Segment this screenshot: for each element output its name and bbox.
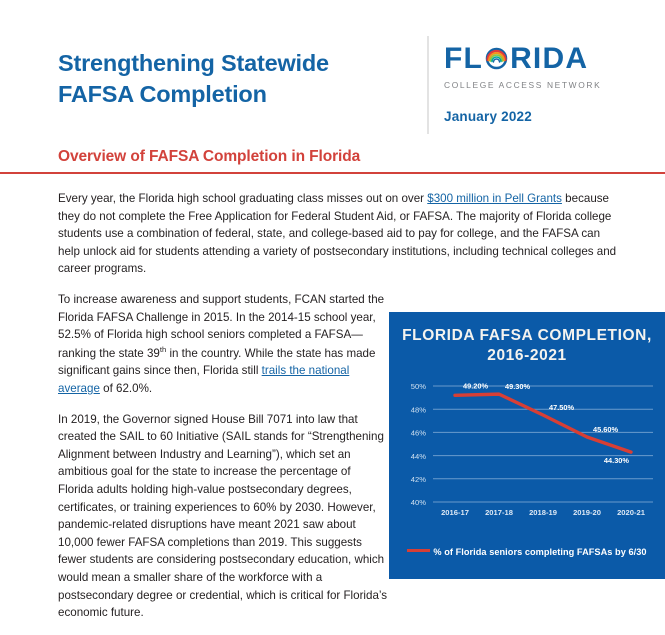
- paragraph-1-text-a: Every year, the Florida high school graduating class misses out on over: [58, 192, 428, 205]
- paragraph-1-text-b: because they do not complete the Free Application for Federal Student Aid, or FAFSA. The majority of Florida college students use a combination of federal, state, and college-based aid to pay for college, and the FAFSA can help unlock aid for students attending a variety of postsecondary institutions, including technical colleges and career programs.: [58, 192, 617, 276]
- paragraph-2-text-b: in the country. While the state has made significant gains since then, Florida still: [58, 346, 376, 378]
- svg-text:45.60%: 45.60%: [593, 424, 619, 434]
- national-average-link[interactable]: trails the national average: [58, 364, 350, 395]
- document-header: [0, 0, 665, 128]
- rainbow-swoosh-icon: [483, 45, 510, 72]
- paragraph-1: [58, 190, 621, 278]
- svg-text:46%: 46%: [410, 428, 426, 438]
- pell-grants-link[interactable]: $300 million in Pell Grants: [427, 192, 562, 205]
- page-title-line-2: FAFSA Completion: [58, 81, 267, 108]
- legend-label: % of Florida seniors completing FAFSAs by 6/30: [433, 547, 647, 557]
- chart-title-line-1: FLORIDA FAFSA COMPLETION,: [402, 327, 652, 344]
- svg-text:49.30%: 49.30%: [505, 381, 531, 391]
- svg-text:48%: 48%: [410, 405, 426, 415]
- logo-wordmark: [444, 44, 644, 76]
- svg-text:50%: 50%: [410, 381, 426, 391]
- svg-text:44%: 44%: [410, 451, 426, 461]
- logo-wordmark-suffix: RIDA: [510, 42, 589, 75]
- chart-plot-area: [389, 378, 665, 528]
- publication-date: January 2022: [444, 109, 532, 124]
- svg-text:44.30%: 44.30%: [603, 455, 629, 465]
- page-title: [58, 48, 398, 111]
- section-heading: Overview of FAFSA Completion in Florida: [58, 148, 361, 165]
- logo-tagline: COLLEGE ACCESS NETWORK: [444, 80, 602, 90]
- paragraph-3: In 2019, the Governor signed House Bill 7071 into law that created the SAIL to 60 Initiative (SAIL stands for “Strengthening Alignment between Industry and Learning”), which set an ambitious goal for the state to increase the percentage of Florida adults holding high-value postsecondary degrees, certificates, or training experiences to 60% by 2030. However, pandemic-related disruptions have meant 2021 saw about 10,000 fewer FAFSA completions than 2019. This suggests fewer students are considering postsecondary education, which would mean a smaller share of the workforce with a postsecondary degree or credential, which is critical for Florida’s economic future.: [58, 412, 388, 620]
- chart-title-line-2: 2016-2021: [487, 346, 567, 364]
- paragraph-2-text-c: of 62.0%.: [99, 381, 153, 395]
- fafsa-completion-chart: [389, 312, 665, 579]
- svg-text:2018-19: 2018-19: [529, 507, 557, 517]
- paragraph-2-text-a: To increase awareness and support students, FCAN started the Florida FAFSA Challenge in 2015. In the 2014-15 school year, 52.5% of Florida high school seniors completed a FAFSA—ranking the state 39: [58, 293, 385, 360]
- svg-text:42%: 42%: [410, 474, 426, 484]
- svg-text:47.50%: 47.50%: [549, 402, 575, 412]
- chart-svg: [389, 378, 665, 528]
- paragraph-2: [58, 291, 388, 398]
- svg-text:2019-20: 2019-20: [573, 507, 601, 517]
- fcan-logo: [444, 44, 644, 124]
- svg-text:2020-21: 2020-21: [617, 507, 645, 517]
- page-title-line-1: Strengthening Statewide: [58, 50, 329, 76]
- chart-title: [389, 312, 665, 366]
- header-vertical-divider: [427, 36, 429, 134]
- logo-wordmark-prefix: FL: [444, 42, 484, 75]
- svg-text:40%: 40%: [410, 497, 426, 507]
- svg-text:2016-17: 2016-17: [441, 507, 469, 517]
- paragraph-2-ordinal-suffix: th: [159, 344, 167, 354]
- svg-text:2017-18: 2017-18: [485, 507, 513, 517]
- legend-line-swatch: [407, 549, 430, 552]
- section-divider-rule: [0, 172, 665, 174]
- chart-legend: [389, 547, 665, 557]
- svg-text:49.20%: 49.20%: [463, 380, 489, 390]
